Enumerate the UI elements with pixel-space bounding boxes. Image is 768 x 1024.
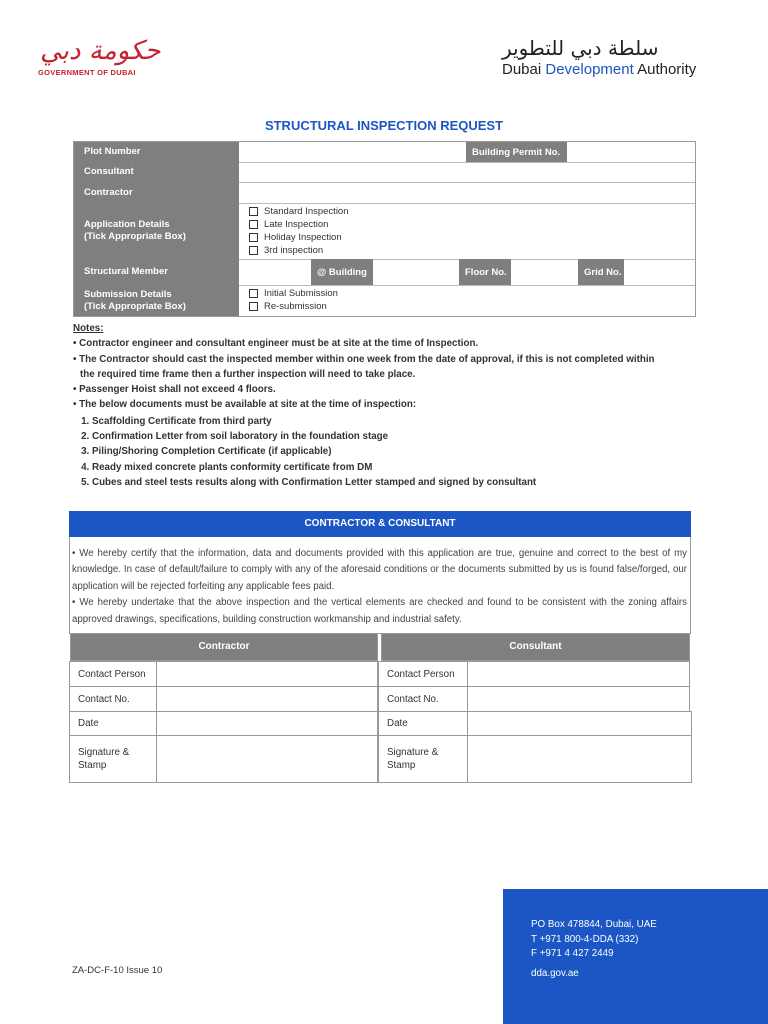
declaration-text [72,546,687,628]
contractor-contact-person-row [69,661,378,687]
initial-submission-option[interactable]: Initial Submission [249,288,338,299]
checkbox[interactable] [249,233,258,242]
submission-details-label: Submission Details (Tick Appropriate Box) [74,285,239,316]
building-input[interactable] [374,259,459,285]
website-link[interactable]: dda.gov.ae [531,967,579,979]
document-item: 1. Scaffolding Certificate from third party [92,414,703,429]
consultant-signature-row [378,735,692,783]
contractor-consultant-heading: CONTRACTOR & CONSULTANT [69,511,691,537]
plot-number-input[interactable] [240,142,469,162]
documents-list [73,414,703,490]
at-building-label: @ Building [311,259,373,285]
document-item: 4. Ready mixed concrete plants conformity certificate from DM [92,460,703,475]
checkbox[interactable] [249,289,258,298]
dda-logo-arabic: سلطة دبي للتطوير [502,36,659,60]
contractor-label: Contractor [74,182,239,203]
contractor-signature-row [69,735,378,783]
contact-person-label: Contact Person [379,662,468,686]
consultant-row [74,162,695,183]
structural-member-label: Structural Member [74,259,239,285]
checkbox[interactable] [249,220,258,229]
standard-inspection-option[interactable]: Standard Inspection [249,206,349,217]
po-box: PO Box 478844, Dubai, UAE [531,919,657,930]
application-details-label: Application Details (Tick Appropriate Box) [74,203,239,259]
inspection-form [73,141,696,317]
contact-no-label: Contact No. [70,687,157,711]
signature-label: Signature & Stamp [379,736,468,782]
government-of-dubai-logo-english: GOVERNMENT OF DUBAI [38,68,136,77]
contractor-row [74,182,695,204]
declaration-paragraph-2: • We hereby undertake that the above inspection and the vertical elements are checked and found to be consistent with the zoning affairs approved drawings, specifications, building construction workmanship and industrial safety. [72,597,687,625]
declaration-paragraph-1: • We hereby certify that the information, data and documents provided with this application are true, genuine and correct to the best of my knowledge. In case of default/failure to comply with any of the aforesaid conditions or the documents submitted by us is found false/forged, our application will be rejected forfeiting any applicable fees paid. [72,548,687,592]
consultant-input[interactable] [240,162,695,182]
contact-info-box [503,889,768,1024]
consultant-contact-no-row [378,686,690,712]
third-inspection-option[interactable]: 3rd inspection [249,245,323,256]
late-inspection-option[interactable]: Late Inspection [249,219,328,230]
page-title: STRUCTURAL INSPECTION REQUEST [264,118,504,133]
document-item: 2. Confirmation Letter from soil laboratory in the foundation stage [92,429,703,444]
contractor-date-row [69,711,378,736]
note-4: • The below documents must be available at site at the time of inspection: [73,399,417,411]
application-details-row [74,203,695,260]
floor-no-input[interactable] [512,259,578,285]
telephone: T +971 800-4-DDA (332) [531,933,639,945]
date-label: Date [379,712,468,735]
checkbox[interactable] [249,207,258,216]
contractor-contact-no-row [69,686,378,712]
contact-no-label: Contact No. [379,687,468,711]
contractor-column-header: Contractor [70,633,378,661]
note-2: • The Contractor should cast the inspected member within one week from the date of approval, if this is not completed within [73,353,655,365]
note-3: • Passenger Hoist shall not exceed 4 floors. [73,384,276,396]
submission-details-row [74,285,695,316]
note-1: • Contractor engineer and consultant engineer must be at site at the time of Inspection. [73,338,479,350]
floor-no-label: Floor No. [459,259,511,285]
document-item: 3. Piling/Shoring Completion Certificate (if applicable) [92,444,703,459]
notes-heading: Notes: [73,323,104,334]
checkbox[interactable] [249,246,258,255]
notes-section [73,321,703,490]
date-label: Date [70,712,157,735]
grid-no-input[interactable] [625,259,695,285]
consultant-label: Consultant [74,162,239,182]
contractor-input[interactable] [240,182,695,203]
government-of-dubai-logo-arabic: حكومة دبي [40,36,161,66]
consultant-date-row [378,711,692,736]
fax: F +971 4 427 2449 [531,948,614,959]
dda-logo-english: Dubai Development Authority [502,61,697,78]
plot-number-row [74,142,695,163]
document-item: 5. Cubes and steel tests results along with Confirmation Letter stamped and signed by consultant [92,475,703,490]
signature-label: Signature & Stamp [70,736,157,782]
contact-person-label: Contact Person [70,662,157,686]
plot-number-label: Plot Number [74,142,239,162]
holiday-inspection-option[interactable]: Holiday Inspection [249,232,342,243]
resubmission-option[interactable]: Re-submission [249,301,327,312]
grid-no-label: Grid No. [578,259,624,285]
note-2-cont: the required time frame then a further inspection will need to take place. [80,368,416,380]
structural-member-row [74,259,695,286]
building-permit-label: Building Permit No. [466,142,567,162]
consultant-column-header: Consultant [381,633,690,661]
building-permit-input[interactable] [568,142,695,162]
document-reference: ZA-DC-F-10 Issue 10 [72,965,163,976]
checkbox[interactable] [249,302,258,311]
consultant-contact-person-row [378,661,690,687]
structural-member-input[interactable] [240,259,310,285]
